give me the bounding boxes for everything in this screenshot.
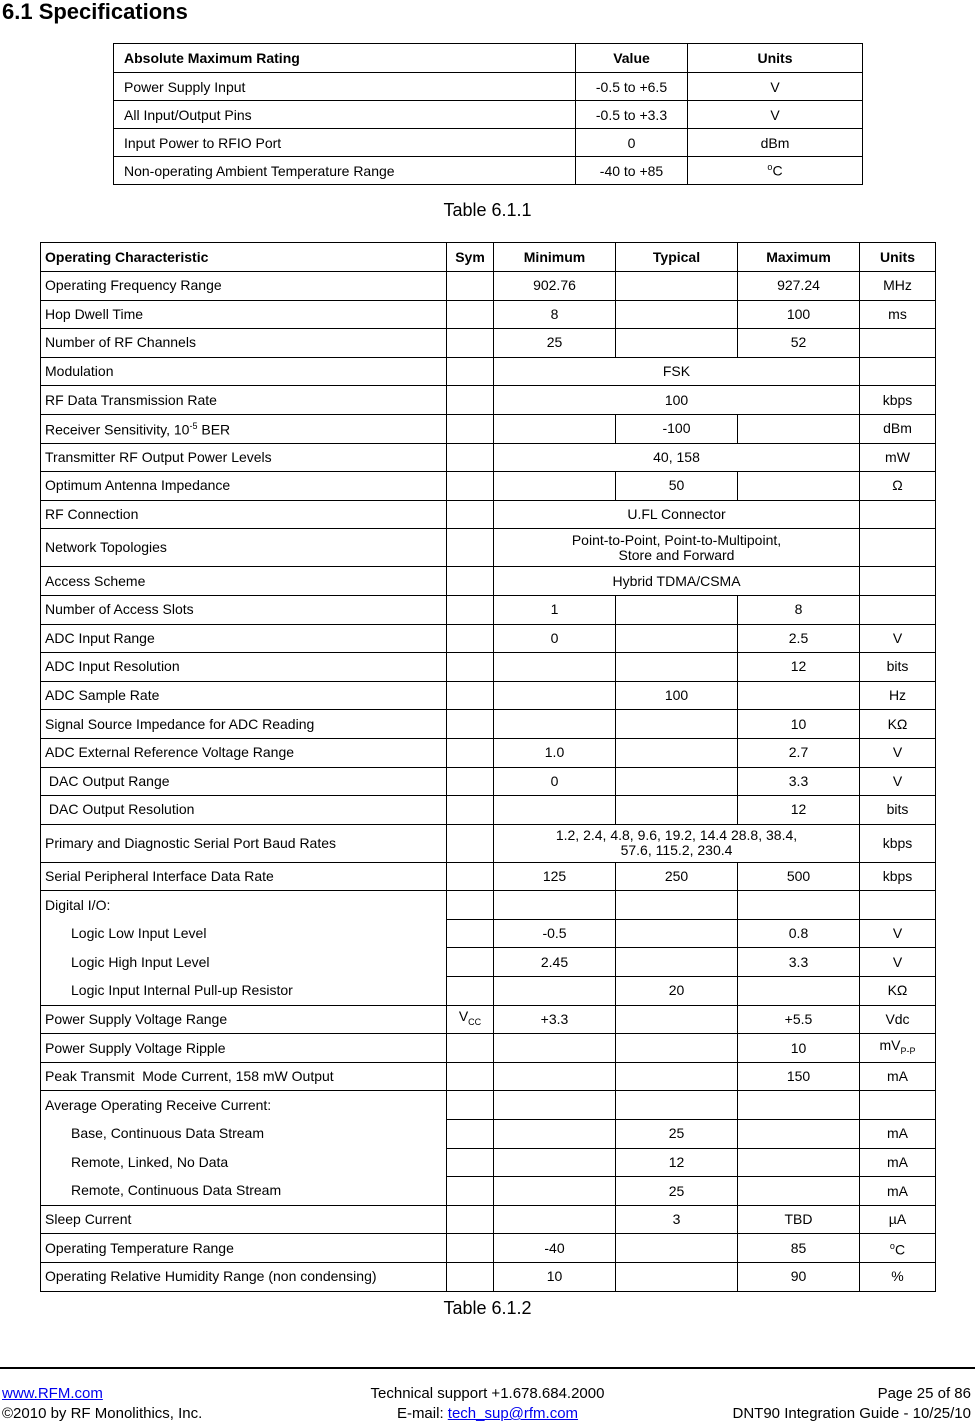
table-cell: -40 (494, 1234, 616, 1263)
table-row (41, 414, 936, 443)
table-cell: Vdc (860, 1005, 936, 1034)
table-cell (447, 500, 494, 529)
table-cell: DAC Output Resolution (41, 796, 447, 825)
table-cell (860, 1034, 936, 1063)
table-row (41, 1234, 936, 1263)
table-cell: ADC Input Resolution (41, 653, 447, 682)
table-caption: Table 6.1.2 (443, 1298, 532, 1318)
footer-right (733, 1384, 971, 1424)
table-cell (447, 1177, 494, 1206)
table-cell: dBm (860, 414, 936, 443)
table-cell: mA (860, 1177, 936, 1206)
table-row (41, 300, 936, 329)
table-cell: RF Connection (41, 500, 447, 529)
table-cell: FSK (494, 357, 860, 386)
table-row (41, 948, 936, 977)
table-cell: Average Operating Receive Current: (41, 1091, 447, 1120)
label-text: BER (197, 422, 231, 439)
table-cell (616, 300, 738, 329)
table-cell: 2.7 (738, 738, 860, 767)
table-row (41, 500, 936, 529)
table-cell (447, 948, 494, 977)
table-cell (494, 1120, 616, 1149)
table-row (41, 1034, 936, 1063)
table-cell (616, 738, 738, 767)
table-cell (738, 681, 860, 710)
table-row (41, 1177, 936, 1206)
table-cell: Operating Relative Humidity Range (non condensing) (41, 1263, 447, 1292)
support-text: Technical support +1.678.684.2000 (370, 1385, 605, 1402)
table-cell: V (860, 624, 936, 653)
table-row (41, 862, 936, 891)
table-cell: Input Power to RFIO Port (114, 129, 576, 157)
table-cell: Power Supply Input (114, 73, 576, 101)
table-cell: 500 (738, 862, 860, 891)
superscript: -5 (189, 421, 198, 432)
table-cell: 50 (616, 472, 738, 501)
table-cell (738, 414, 860, 443)
table-cell: 25 (494, 329, 616, 358)
table-cell: 25 (616, 1120, 738, 1149)
table-cell: Access Scheme (41, 567, 447, 596)
table-cell: Signal Source Impedance for ADC Reading (41, 710, 447, 739)
table-cell (447, 1234, 494, 1263)
table-cell (447, 1062, 494, 1091)
table-cell: Serial Peripheral Interface Data Rate (41, 862, 447, 891)
cell-line: 57.6, 115.2, 230.4 (620, 842, 733, 859)
table-cell: bits (860, 653, 936, 682)
email-label: E-mail: (396, 1405, 448, 1422)
table-cell: 3.3 (738, 948, 860, 977)
table-cell (616, 891, 738, 920)
table-cell: 85 (738, 1234, 860, 1263)
table-row (41, 624, 936, 653)
table-row (41, 1205, 936, 1234)
table-cell (447, 1005, 494, 1034)
table-cell (738, 1148, 860, 1177)
table-cell (860, 357, 936, 386)
table-cell: V (860, 919, 936, 948)
table-cell (494, 1034, 616, 1063)
table-cell: ADC External Reference Voltage Range (41, 738, 447, 767)
table-cell: Number of Access Slots (41, 595, 447, 624)
table-row (41, 386, 936, 415)
table-cell: 150 (738, 1062, 860, 1091)
table-cell (860, 595, 936, 624)
table-cell: KΩ (860, 710, 936, 739)
symbol-text: V (458, 1008, 469, 1025)
table-cell: 12 (616, 1148, 738, 1177)
table-cell (860, 891, 936, 920)
table-cell: Network Topologies (41, 529, 447, 567)
table-cell (616, 948, 738, 977)
table-cell: Base, Continuous Data Stream (41, 1120, 447, 1149)
table-cell: Hz (860, 681, 936, 710)
table-row (41, 710, 936, 739)
header-cell: Minimum (494, 243, 616, 272)
table-row (41, 919, 936, 948)
table-cell: V (688, 101, 863, 129)
table-cell (494, 1091, 616, 1120)
table-cell (494, 472, 616, 501)
table-row (41, 681, 936, 710)
page-number: Page 25 of 86 (877, 1385, 971, 1402)
header-cell: Absolute Maximum Rating (114, 44, 576, 73)
table-cell (616, 1034, 738, 1063)
table-row (41, 1005, 936, 1034)
table-cell: ADC Sample Rate (41, 681, 447, 710)
table-cell: Peak Transmit Mode Current, 158 mW Output (41, 1062, 447, 1091)
table-cell (494, 414, 616, 443)
table-cell: Modulation (41, 357, 447, 386)
table-cell: 0 (576, 129, 688, 157)
table-row (114, 157, 863, 185)
table-cell: kbps (860, 824, 936, 862)
table-cell (738, 977, 860, 1006)
table-cell (616, 1263, 738, 1292)
table-cell: µA (860, 1205, 936, 1234)
table-cell (447, 1263, 494, 1292)
table-cell (860, 1091, 936, 1120)
table-cell (738, 1091, 860, 1120)
table-cell (447, 1091, 494, 1120)
table-cell: 250 (616, 862, 738, 891)
table-cell (494, 710, 616, 739)
table-row (41, 1091, 936, 1120)
table-row (41, 472, 936, 501)
table-cell (41, 414, 447, 443)
table-caption: Table 6.1.1 (443, 200, 532, 220)
table-cell: 12 (738, 653, 860, 682)
absolute-maximum-ratings-table (113, 43, 863, 185)
table-cell (494, 653, 616, 682)
table-cell: Optimum Antenna Impedance (41, 472, 447, 501)
table-row (41, 595, 936, 624)
website-link[interactable]: www.RFM.com (2, 1385, 103, 1402)
table-cell: mW (860, 443, 936, 472)
table-cell: All Input/Output Pins (114, 101, 576, 129)
table-cell: 2.5 (738, 624, 860, 653)
footer-divider (0, 1367, 975, 1369)
table-cell: +5.5 (738, 1005, 860, 1034)
table-cell (447, 977, 494, 1006)
table-cell (494, 1205, 616, 1234)
table-cell: Digital I/O: (41, 891, 447, 920)
table-row (114, 129, 863, 157)
table-cell (494, 891, 616, 920)
table-cell: Power Supply Voltage Range (41, 1005, 447, 1034)
table-row (41, 738, 936, 767)
table-cell: 40, 158 (494, 443, 860, 472)
table-cell (860, 567, 936, 596)
table-cell (447, 767, 494, 796)
table-cell: Operating Temperature Range (41, 1234, 447, 1263)
table-cell (616, 272, 738, 301)
table-cell (447, 738, 494, 767)
table-cell: MHz (860, 272, 936, 301)
table-cell (447, 595, 494, 624)
table-cell: Logic High Input Level (41, 948, 447, 977)
table-cell (447, 529, 494, 567)
table-cell (447, 1148, 494, 1177)
table-cell (738, 1120, 860, 1149)
table-cell (447, 681, 494, 710)
degree-symbol: o (767, 162, 773, 173)
table-cell: -100 (616, 414, 738, 443)
table-cell (616, 919, 738, 948)
table-cell (447, 443, 494, 472)
table-cell: V (860, 738, 936, 767)
table-cell: Ω (860, 472, 936, 501)
header-cell: Operating Characteristic (41, 243, 447, 272)
table-cell: 10 (738, 710, 860, 739)
table-cell: 1.0 (494, 738, 616, 767)
table-cell (494, 681, 616, 710)
table-cell: -0.5 (494, 919, 616, 948)
cell-line: Store and Forward (618, 546, 735, 563)
table-cell: Power Supply Voltage Ripple (41, 1034, 447, 1063)
table-cell: ADC Input Range (41, 624, 447, 653)
table-cell (494, 796, 616, 825)
degree-symbol: o (889, 1240, 895, 1251)
label-text: Receiver Sensitivity, 10 (45, 422, 190, 439)
table-cell: ms (860, 300, 936, 329)
table-cell (616, 1005, 738, 1034)
table-cell: 125 (494, 862, 616, 891)
table-cell: Operating Frequency Range (41, 272, 447, 301)
table-cell: 927.24 (738, 272, 860, 301)
table-cell (860, 529, 936, 567)
table-cell: kbps (860, 862, 936, 891)
table-row (41, 767, 936, 796)
table-cell: 100 (738, 300, 860, 329)
table-cell (494, 977, 616, 1006)
table-cell (447, 272, 494, 301)
table-row (41, 824, 936, 862)
table-cell: Primary and Diagnostic Serial Port Baud Rates (41, 824, 447, 862)
table-cell: DAC Output Range (41, 767, 447, 796)
table-cell: 100 (616, 681, 738, 710)
table-cell: KΩ (860, 977, 936, 1006)
table-cell: 3.3 (738, 767, 860, 796)
table-cell: Number of RF Channels (41, 329, 447, 358)
header-cell: Maximum (738, 243, 860, 272)
table-cell (447, 1034, 494, 1063)
table-cell (447, 624, 494, 653)
table-cell: bits (860, 796, 936, 825)
table-cell (494, 824, 860, 862)
table-cell: Hop Dwell Time (41, 300, 447, 329)
table-cell (616, 653, 738, 682)
document-info: DNT90 Integration Guide - 10/25/10 (732, 1405, 971, 1422)
subscript: CC (468, 1016, 482, 1027)
table-cell: -40 to +85 (576, 157, 688, 185)
units-text: mV (879, 1036, 901, 1053)
table-row (41, 567, 936, 596)
table-row (41, 1263, 936, 1292)
table-cell (447, 824, 494, 862)
table-cell: 902.76 (494, 272, 616, 301)
table-cell: $^o$C (860, 1234, 936, 1263)
table-row (41, 357, 936, 386)
cell-line: 1.2, 2.4, 4.8, 9.6, 19.2, 14.4 28.8, 38.4, (555, 827, 798, 844)
table-row (41, 977, 936, 1006)
cell-line: Point-to-Point, Point-to-Multipoint, (571, 531, 782, 548)
table-row (41, 1120, 936, 1149)
table-cell: Transmitter RF Output Power Levels (41, 443, 447, 472)
table-cell (738, 891, 860, 920)
table-cell: Logic Low Input Level (41, 919, 447, 948)
table-cell (616, 767, 738, 796)
table-cell (447, 300, 494, 329)
email-link[interactable]: tech_sup@rfm.com (447, 1405, 579, 1422)
table-cell: -0.5 to +6.5 (576, 73, 688, 101)
table-cell (860, 329, 936, 358)
table-header-row (41, 243, 936, 272)
table-cell: kbps (860, 386, 936, 415)
table-row (114, 73, 863, 101)
table-row (41, 1062, 936, 1091)
table-cell: Logic Input Internal Pull-up Resistor (41, 977, 447, 1006)
table-cell: Remote, Linked, No Data (41, 1148, 447, 1177)
table-cell: U.FL Connector (494, 500, 860, 529)
table-cell: 12 (738, 796, 860, 825)
table-cell: 10 (738, 1034, 860, 1063)
table-cell (447, 891, 494, 920)
table-cell (738, 472, 860, 501)
table-cell: Remote, Continuous Data Stream (41, 1177, 447, 1206)
table-cell (447, 414, 494, 443)
table-header-row (114, 44, 863, 73)
table-cell (494, 529, 860, 567)
table-cell (447, 386, 494, 415)
table-cell: mA (860, 1148, 936, 1177)
table-cell: 10 (494, 1263, 616, 1292)
table-row (41, 796, 936, 825)
table-row (41, 329, 936, 358)
table-cell: 25 (616, 1177, 738, 1206)
table-cell: mA (860, 1062, 936, 1091)
header-cell: Sym (447, 243, 494, 272)
table-row (41, 891, 936, 920)
table-row (41, 1148, 936, 1177)
table-cell: +3.3 (494, 1005, 616, 1034)
table-cell: Hybrid TDMA/CSMA (494, 567, 860, 596)
table-cell (616, 796, 738, 825)
copyright-text: ©2010 by RF Monolithics, Inc. (2, 1405, 203, 1422)
table-cell (447, 919, 494, 948)
table-cell (447, 796, 494, 825)
table-cell (447, 329, 494, 358)
table-cell: $^o$C (688, 157, 863, 185)
table-cell: -0.5 to +3.3 (576, 101, 688, 129)
table-cell: Non-operating Ambient Temperature Range (114, 157, 576, 185)
table-cell (447, 710, 494, 739)
section-heading: 6.1 Specifications (2, 0, 188, 24)
table-cell (616, 1091, 738, 1120)
table-cell: 20 (616, 977, 738, 1006)
table-cell (860, 500, 936, 529)
table-cell (447, 1205, 494, 1234)
table-cell (494, 1177, 616, 1206)
table-row (41, 529, 936, 567)
subscript: P-P (900, 1045, 916, 1056)
table-cell (616, 710, 738, 739)
table-cell: V (860, 767, 936, 796)
table-cell (738, 1177, 860, 1206)
table-row (114, 101, 863, 129)
table-cell (447, 472, 494, 501)
table-cell (447, 357, 494, 386)
table-cell (447, 862, 494, 891)
table-cell (494, 1062, 616, 1091)
table-cell: 8 (738, 595, 860, 624)
table-cell (447, 567, 494, 596)
table-cell: RF Data Transmission Rate (41, 386, 447, 415)
table-cell: 100 (494, 386, 860, 415)
table-cell: mA (860, 1120, 936, 1149)
table-cell: 0 (494, 624, 616, 653)
table-cell: V (688, 73, 863, 101)
table-cell (616, 329, 738, 358)
table-row (41, 653, 936, 682)
header-cell: Units (860, 243, 936, 272)
table-cell: TBD (738, 1205, 860, 1234)
table-cell: 3 (616, 1205, 738, 1234)
header-cell: Value (576, 44, 688, 73)
table-cell (447, 653, 494, 682)
table-row (41, 272, 936, 301)
table-cell: % (860, 1263, 936, 1292)
table-row (41, 443, 936, 472)
table-cell (616, 1062, 738, 1091)
table-cell: V (860, 948, 936, 977)
operating-characteristics-table (40, 242, 936, 1292)
table-cell: 90 (738, 1263, 860, 1292)
table-cell: 2.45 (494, 948, 616, 977)
table-cell (616, 624, 738, 653)
table-cell (616, 595, 738, 624)
table-cell (494, 1148, 616, 1177)
header-cell: Typical (616, 243, 738, 272)
table-cell: Sleep Current (41, 1205, 447, 1234)
table-cell: 1 (494, 595, 616, 624)
table-cell: dBm (688, 129, 863, 157)
table-cell (616, 1234, 738, 1263)
table-cell (447, 1120, 494, 1149)
table-cell: 0.8 (738, 919, 860, 948)
table-cell: 0 (494, 767, 616, 796)
table-cell: 8 (494, 300, 616, 329)
header-cell: Units (688, 44, 863, 73)
table-cell: 52 (738, 329, 860, 358)
